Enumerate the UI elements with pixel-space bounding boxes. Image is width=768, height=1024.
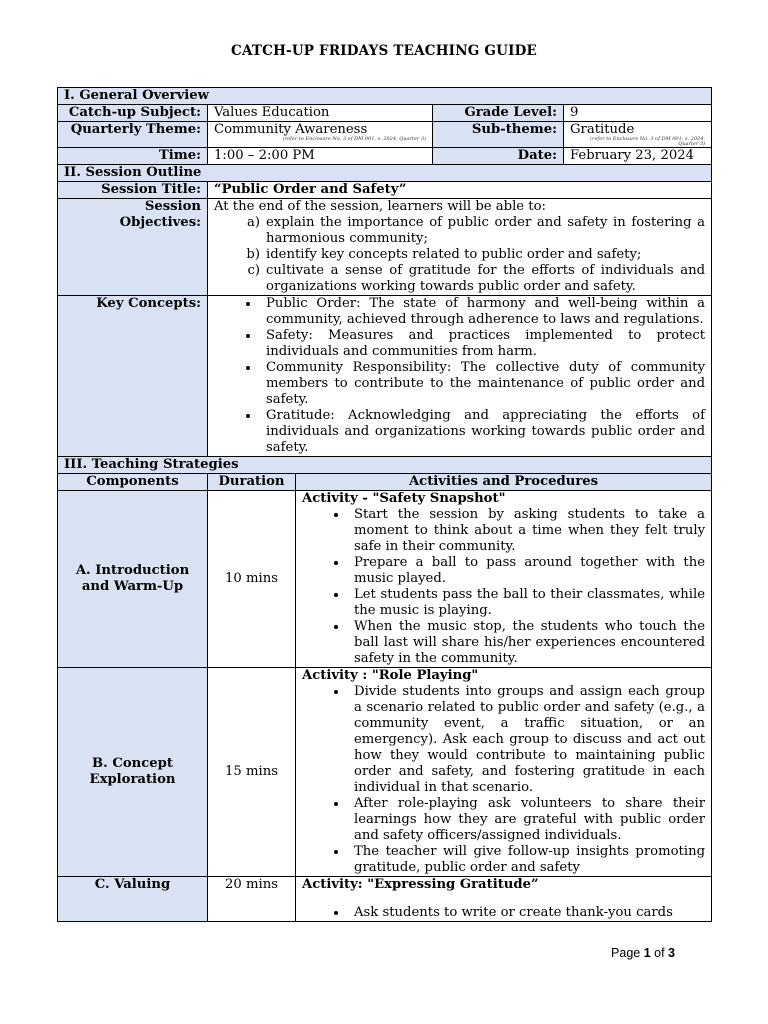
theme-value: Community Awareness — [214, 122, 368, 137]
objectives-row — [58, 199, 712, 296]
key-concept-item: • Public Order: The state of harmony and well-being within a community, achieved through adherence to laws and regulations. — [260, 296, 705, 328]
objectives-list — [214, 215, 705, 295]
teaching-guide-table — [57, 87, 712, 922]
component-valuing: C. Valuing — [58, 877, 208, 922]
session-title-value: “Public Order and Safety” — [208, 182, 712, 199]
duration-introduction: 10 mins — [208, 491, 296, 668]
theme-note: (refer to Enclosure No. 3 of DM 001, s. 2024, Quarter 3) — [282, 136, 426, 142]
activity-title-exploration: Activity : "Role Playing" — [302, 668, 479, 683]
strategies-header-row — [58, 474, 712, 491]
key-concepts-label: Key Concepts: — [58, 296, 208, 457]
objective-item: a. explain the importance of public order and safety in fostering a harmonious community; — [260, 215, 705, 247]
teaching-strategies-heading-row — [58, 457, 712, 474]
page-prefix: Page — [611, 946, 644, 960]
subject-value: Values Education — [208, 105, 433, 122]
strategy-row-valuing — [58, 877, 712, 922]
page-number — [611, 946, 675, 960]
session-outline-heading-row — [58, 165, 712, 182]
duration-valuing: 20 mins — [208, 877, 296, 922]
key-concept-item: • Community Responsibility: The collective duty of community members to contribute to the maintenance of public order and safety. — [260, 360, 705, 408]
subject-label: Catch-up Subject: — [58, 105, 208, 122]
objectives-label-line-2: Objectives: — [119, 215, 201, 230]
col-duration-header: Duration — [208, 474, 296, 491]
spacer — [302, 893, 705, 905]
activity-steps-valuing — [302, 905, 705, 921]
component-introduction: A. Introduction and Warm-Up — [58, 491, 208, 668]
key-concepts-row — [58, 296, 712, 457]
subtheme-note: (refer to Enclosure No. 3 of DM 001, s. 2024, Quarter 3) — [590, 136, 706, 147]
teaching-strategies-heading: III. Teaching Strategies — [58, 457, 712, 474]
objectives-intro: At the end of the session, learners will be able to: — [214, 199, 546, 214]
duration-exploration: 15 mins — [208, 668, 296, 877]
activity-step: • Let students pass the ball to their classmates, while the music is playing. — [348, 587, 705, 619]
session-title-label: Session Title: — [58, 182, 208, 199]
activity-step: • Ask students to write or create thank-you cards — [348, 905, 705, 921]
activity-step: • When the music stop, the students who touch the ball last will share his/her experiences encountered safety in the community. — [348, 619, 705, 667]
activities-valuing — [296, 877, 712, 922]
theme-label: Quarterly Theme: — [58, 122, 208, 148]
activity-step: • After role-playing ask volunteers to share their learnings how they are grateful with public order and safety officers/assigned individuals. — [348, 796, 705, 844]
activity-step: • Prepare a ball to pass around together with the music played. — [348, 555, 705, 587]
activity-steps-exploration — [302, 684, 705, 876]
page-of: of — [650, 946, 669, 960]
activity-step: • Start the session by asking students to take a moment to think about a time when they felt truly safe in their community. — [348, 507, 705, 555]
activities-introduction — [296, 491, 712, 668]
activity-steps-introduction — [302, 507, 705, 667]
component-exploration: B. Concept Exploration — [58, 668, 208, 877]
objectives-cell — [208, 199, 712, 296]
strategy-row-introduction — [58, 491, 712, 668]
key-concept-item: • Safety: Measures and practices implemented to protect individuals and communities from harm. — [260, 328, 705, 360]
activity-step: • Divide students into groups and assign each group a scenario related to public order and safety (e.g., a community event, a traffic situation, or an emergency). Ask each group to discuss and act out how they would contribute to maintaining public order and safety, and fostering gratitude in each individual in that scenario. — [348, 684, 705, 796]
subject-row — [58, 105, 712, 122]
general-overview-heading-row — [58, 88, 712, 105]
activity-title-introduction: Activity - "Safety Snapshot" — [302, 491, 506, 506]
general-overview-heading: I. General Overview — [58, 88, 712, 105]
activity-step: • The teacher will give follow-up insights promoting gratitude, public order and safety — [348, 844, 705, 876]
session-outline-heading: II. Session Outline — [58, 165, 712, 182]
time-value: 1:00 – 2:00 PM — [208, 148, 433, 165]
col-components-header: Components — [58, 474, 208, 491]
col-activities-header: Activities and Procedures — [296, 474, 712, 491]
activity-title-valuing: Activity: "Expressing Gratitude” — [302, 877, 539, 892]
document-title: CATCH-UP FRIDAYS TEACHING GUIDE — [231, 43, 537, 59]
time-row — [58, 148, 712, 165]
strategy-row-exploration — [58, 668, 712, 877]
objective-item: c. cultivate a sense of gratitude for the efforts of individuals and organizations working towards public order and safety. — [260, 263, 705, 295]
theme-cell — [208, 122, 433, 148]
theme-row — [58, 122, 712, 148]
grade-value: 9 — [564, 105, 712, 122]
activities-exploration — [296, 668, 712, 877]
key-concept-item: • Gratitude: Acknowledging and appreciating the efforts of individuals and organizations working towards public order and safety. — [260, 408, 705, 456]
key-concepts-cell — [208, 296, 712, 457]
session-title-row — [58, 182, 712, 199]
subtheme-cell — [564, 122, 712, 148]
objectives-label-line-1: Session — [144, 199, 201, 214]
time-label: Time: — [58, 148, 208, 165]
date-label: Date: — [433, 148, 564, 165]
subtheme-value: Gratitude — [570, 122, 635, 137]
date-value: February 23, 2024 — [564, 148, 712, 165]
page-total: 3 — [668, 946, 675, 960]
grade-label: Grade Level: — [433, 105, 564, 122]
objective-item: b. identify key concepts related to public order and safety; — [260, 247, 705, 263]
subtheme-label: Sub-theme: — [433, 122, 564, 148]
key-concepts-list — [214, 296, 705, 456]
page-current: 1 — [643, 946, 651, 960]
objectives-label — [58, 199, 208, 296]
